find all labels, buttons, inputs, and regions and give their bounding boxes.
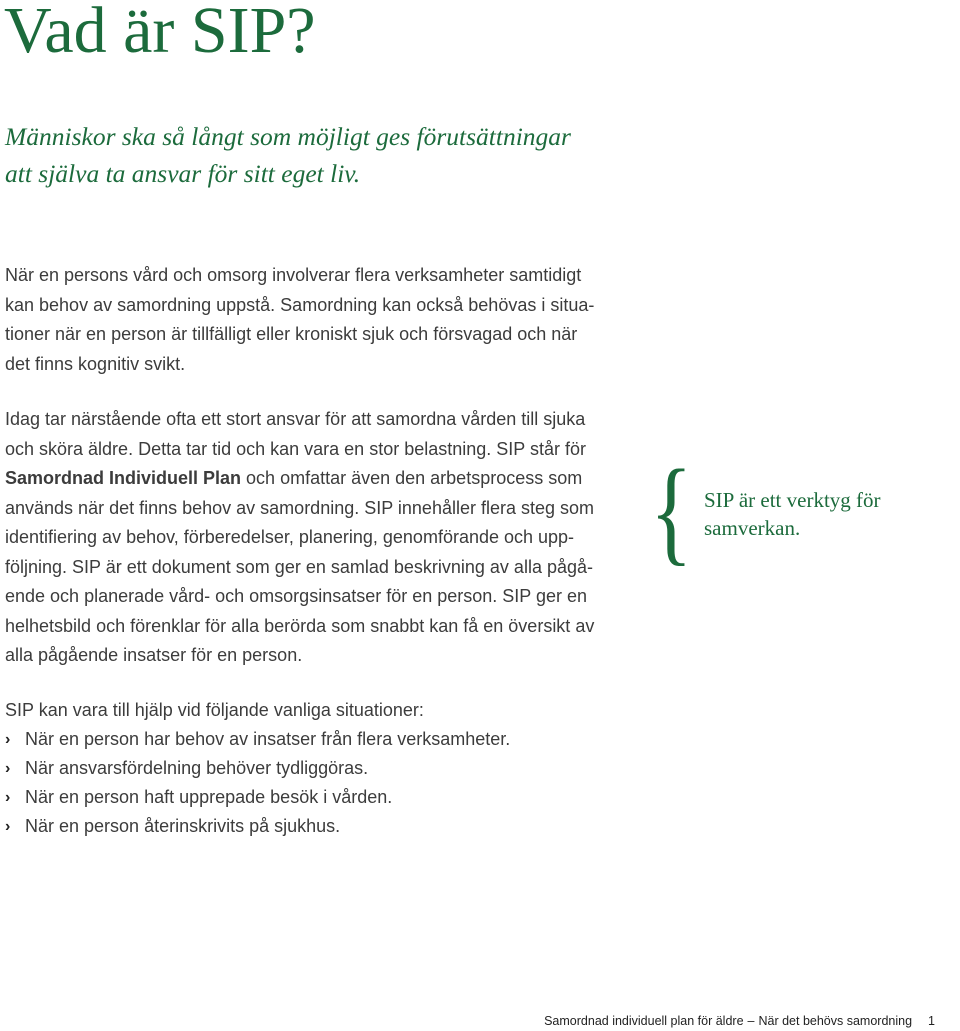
lead-line: att själva ta ansvar för sitt eget liv. bbox=[5, 159, 361, 188]
list-item bbox=[5, 725, 510, 754]
paragraph-line: När en persons vård och omsorg involverar flera verksamheter samtidigt bbox=[5, 265, 582, 285]
curly-brace-icon: { bbox=[650, 445, 693, 576]
footer-subtitle: När det behövs samordning bbox=[758, 1014, 913, 1028]
list-item-text: När en person återinskrivits på sjukhus. bbox=[25, 816, 341, 836]
paragraph-line: kan behov av samordning uppstå. Samordning kan också behövas i situa- bbox=[5, 294, 595, 315]
page-title: Vad är SIP? bbox=[4, 0, 316, 67]
aside-line: samverkan. bbox=[704, 516, 801, 540]
aside-line: SIP är ett verktyg för bbox=[704, 488, 881, 512]
paragraph-line: och sköra äldre. Detta tar tid och kan vara en stor belastning. SIP står för bbox=[5, 438, 586, 459]
page-number: 1 bbox=[928, 1014, 935, 1028]
chevron-right-icon: › bbox=[5, 818, 11, 835]
paragraph-line bbox=[5, 464, 645, 494]
chevron-right-icon: › bbox=[5, 789, 11, 806]
paragraph-line: helhetsbild och förenklar för alla berörda som snabbt kan få en översikt av bbox=[5, 615, 595, 636]
paragraph-line: följning. SIP är ett dokument som ger en samlad beskrivning av alla pågå- bbox=[5, 556, 593, 577]
paragraph-line: används när det finns behov av samordning. SIP innehåller flera steg som bbox=[5, 497, 595, 518]
list-item-text: När en person har behov av insatser från flera verksamheter. bbox=[25, 729, 511, 749]
page-footer bbox=[544, 1013, 935, 1029]
paragraph-line: alla pågående insatser för en person. bbox=[5, 645, 303, 665]
paragraph-1 bbox=[5, 261, 645, 379]
paragraph-line: det finns kognitiv svikt. bbox=[5, 353, 186, 374]
list-item bbox=[5, 754, 510, 783]
aside-callout bbox=[704, 486, 881, 542]
paragraph-line: tioner när en person är tillfälligt eller kroniskt sjuk och försvagad och när bbox=[5, 324, 578, 344]
chevron-right-icon: › bbox=[5, 731, 11, 748]
footer-separator: – bbox=[747, 1014, 755, 1028]
list-item-text: När en person haft upprepade besök i vården. bbox=[25, 787, 393, 807]
paragraph-line: identifiering av behov, förberedelser, planering, genomförande och upp- bbox=[5, 527, 575, 547]
paragraph-line: ende och planerade vård- och omsorgsinsatser för en person. SIP ger en bbox=[5, 586, 588, 606]
paragraph-line: Idag tar närstående ofta ett stort ansvar för att samordna vården till sjuka bbox=[5, 409, 586, 429]
list-item bbox=[5, 812, 510, 841]
paragraph-2 bbox=[5, 405, 645, 671]
list-intro: SIP kan vara till hjälp vid följande vanliga situationer: bbox=[5, 700, 424, 720]
lead-quote bbox=[5, 118, 645, 192]
lead-line: Människor ska så långt som möjligt ges förutsättningar bbox=[5, 122, 571, 151]
footer-title: Samordnad individuell plan för äldre bbox=[544, 1014, 744, 1028]
list-item bbox=[5, 783, 510, 812]
paragraph-line-rest: och omfattar även den arbetsprocess som bbox=[241, 468, 583, 488]
list-item-text: När ansvarsfördelning behöver tydliggöras. bbox=[25, 758, 369, 778]
chevron-right-icon: › bbox=[5, 760, 11, 777]
situations-list bbox=[5, 725, 510, 841]
sip-definition-bold: Samordnad Individuell Plan bbox=[5, 468, 242, 488]
